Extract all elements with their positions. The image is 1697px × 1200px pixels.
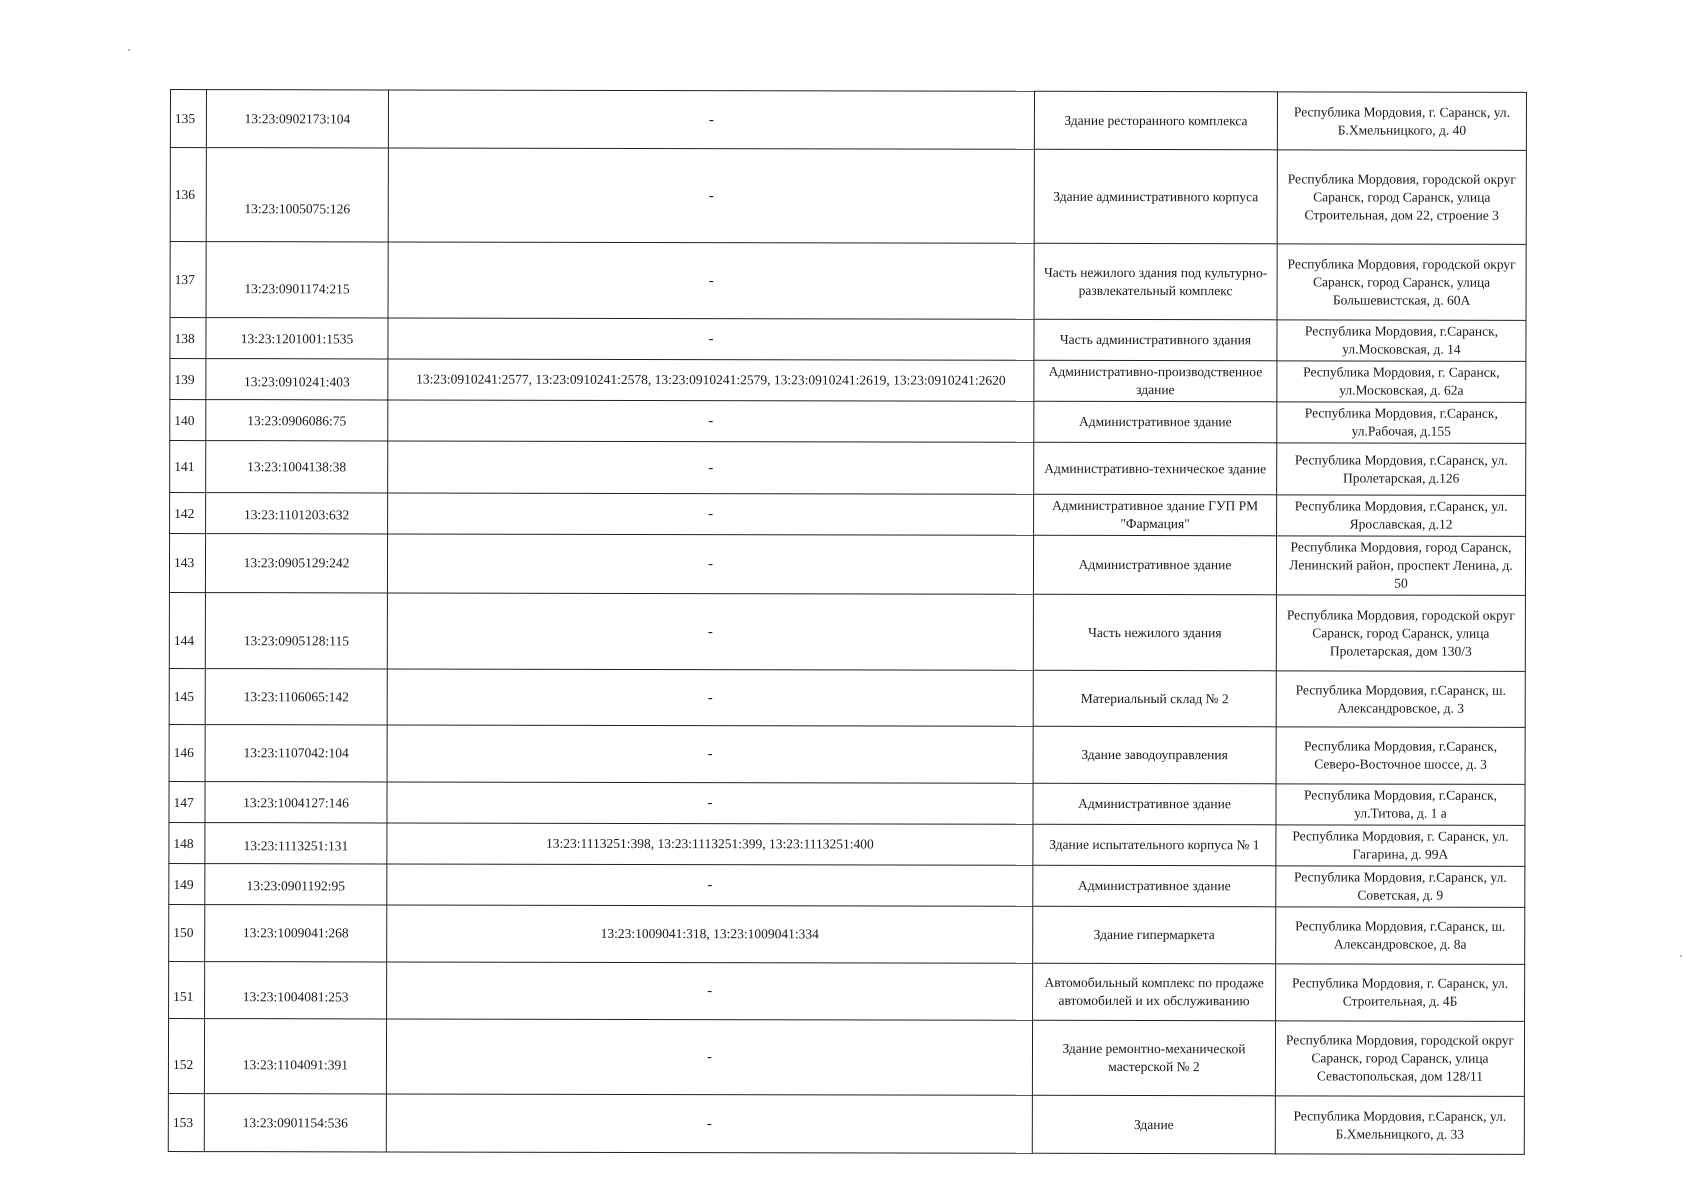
row-number: 142: [170, 493, 206, 534]
object-name: Административно-техническое здание: [1034, 442, 1277, 495]
row-number: 141: [170, 441, 206, 493]
object-address: Республика Мордовия, г.Саранск, ш. Александровское, д. 8а: [1276, 907, 1525, 965]
table-row: [169, 592, 1525, 671]
related-cadastral-numbers: -: [388, 90, 1034, 149]
object-address: Республика Мордовия, г. Саранск, ул. Б.Хмельницкого, д. 40: [1277, 92, 1526, 151]
row-number: 140: [170, 400, 206, 441]
related-cadastral-numbers: -: [388, 493, 1034, 535]
cadastral-number: 13:23:1005075:126: [206, 148, 388, 242]
object-address: Республика Мордовия, г.Саранск, ул.Титова, д. 1 а: [1276, 784, 1525, 826]
table-row: [170, 441, 1526, 496]
cadastral-number: 13:23:0910241:403: [206, 359, 388, 400]
object-name: Часть административного здания: [1034, 319, 1277, 361]
object-address: Республика Мордовия, городской округ Саранск, город Саранск, улица Большевистская, д. 60А: [1277, 244, 1526, 321]
cadastral-number: 13:23:0901192:95: [205, 864, 387, 905]
row-number: 152: [168, 1018, 204, 1093]
object-address: Республика Мордовия, г.Саранск, ул.Московская, д. 14: [1277, 320, 1526, 362]
related-cadastral-numbers: -: [388, 148, 1034, 243]
row-number: 148: [169, 822, 205, 863]
object-address: Республика Мордовия, город Саранск, Ленинский район, проспект Ленина, д. 50: [1276, 536, 1525, 596]
scan-speck: [1680, 955, 1682, 957]
cadastral-number: 13:23:0906086:75: [206, 400, 388, 441]
object-address: Республика Мордовия, г. Саранск, ул. Гагарина, д. 99А: [1276, 825, 1525, 867]
row-number: 145: [169, 668, 205, 724]
related-cadastral-numbers: -: [388, 441, 1034, 494]
scan-speck: [128, 49, 130, 51]
registry-body: [168, 90, 1526, 1155]
related-cadastral-numbers: -: [387, 864, 1033, 906]
object-name: Здание ремонтно-механической мастерской № 2: [1032, 1020, 1275, 1096]
related-cadastral-numbers: 13:23:1009041:318, 13:23:1009041:334: [387, 905, 1033, 963]
property-registry-table: [168, 89, 1527, 1155]
related-cadastral-numbers: -: [387, 782, 1033, 824]
table-row: [170, 359, 1526, 403]
object-address: Республика Мордовия, г. Саранск, ул. Строительная, д. 4Б: [1276, 964, 1525, 1022]
row-number: 136: [170, 148, 206, 242]
object-address: Республика Мордовия, г.Саранск, ул. Б.Хмельницкого, д. 33: [1275, 1096, 1524, 1155]
table-row: [168, 1093, 1524, 1154]
related-cadastral-numbers: -: [387, 534, 1033, 594]
object-name: Административное здание ГУП РМ "Фармация": [1034, 494, 1277, 536]
cadastral-number: 13:23:1113251:131: [205, 823, 387, 864]
object-address: Республика Мордовия, г. Саранск, ул.Московская, д. 62а: [1277, 361, 1526, 403]
row-number: 143: [169, 534, 205, 593]
related-cadastral-numbers: -: [388, 242, 1034, 319]
cadastral-number: 13:23:1104091:391: [204, 1019, 386, 1094]
object-name: Здание испытательного корпуса № 1: [1033, 824, 1276, 866]
table-row: [170, 148, 1526, 245]
row-number: 146: [169, 724, 205, 781]
object-name: Часть нежилого здания: [1033, 594, 1276, 671]
table-row: [169, 724, 1525, 784]
row-number: 150: [169, 904, 205, 961]
row-number: 149: [169, 863, 205, 904]
row-number: 139: [170, 359, 206, 400]
cadastral-number: 13:23:0905129:242: [205, 534, 387, 593]
object-name: Материальный склад № 2: [1033, 670, 1276, 727]
cadastral-number: 13:23:0901154:536: [204, 1094, 386, 1152]
table-row: [169, 781, 1525, 825]
object-name: Здание заводоуправления: [1033, 726, 1276, 784]
related-cadastral-numbers: -: [387, 725, 1033, 783]
object-address: Республика Мордовия, г.Саранск, ш. Александровское, д. 3: [1276, 671, 1525, 728]
row-number: 144: [169, 592, 205, 668]
table-row: [169, 534, 1525, 596]
table-row: [170, 493, 1526, 537]
cadastral-number: 13:23:1009041:268: [205, 905, 387, 962]
object-address: Республика Мордовия, г.Саранск, ул. Советская, д. 9: [1276, 866, 1525, 908]
row-number: 138: [170, 318, 206, 359]
cadastral-number: 13:23:1004127:146: [205, 782, 387, 823]
cadastral-number: 13:23:0901174:215: [206, 242, 388, 318]
cadastral-number: 13:23:1106065:142: [205, 669, 387, 725]
object-address: Республика Мордовия, городской округ Саранск, город Саранск, улица Строительная, дом 22, строение 3: [1277, 150, 1526, 245]
cadastral-number: 13:23:1004138:38: [206, 441, 388, 493]
cadastral-number: 13:23:0902173:104: [206, 90, 388, 148]
object-name: Автомобильный комплекс по продаже автомобилей и их обслуживанию: [1033, 963, 1276, 1021]
related-cadastral-numbers: -: [388, 318, 1034, 360]
related-cadastral-numbers: 13:23:1113251:398, 13:23:1113251:399, 13:23:1113251:400: [387, 823, 1033, 865]
object-name: Здание: [1032, 1095, 1275, 1154]
object-name: Административное здание: [1034, 401, 1277, 443]
cadastral-number: 13:23:1004081:253: [205, 962, 387, 1019]
cadastral-number: 13:23:0905128:115: [205, 593, 387, 669]
related-cadastral-numbers: -: [387, 962, 1033, 1020]
related-cadastral-numbers: -: [387, 593, 1033, 670]
table-row: [168, 1018, 1524, 1096]
object-name: Административное здание: [1033, 535, 1276, 595]
row-number: 137: [170, 242, 206, 318]
object-address: Республика Мордовия, г.Саранск, ул. Пролетарская, д.126: [1277, 443, 1526, 496]
object-address: Республика Мордовия, городской округ Саранск, город Саранск, улица Севастопольская, дом 128/11: [1275, 1021, 1524, 1097]
row-number: 147: [169, 781, 205, 822]
table-row: [170, 242, 1526, 321]
object-name: Административное здание: [1033, 783, 1276, 825]
object-address: Республика Мордовия, г.Саранск, Северо-Восточное шоссе, д. 3: [1276, 727, 1525, 785]
cadastral-number: 13:23:1101203:632: [206, 493, 388, 534]
object-name: Здание ресторанного комплекса: [1034, 91, 1277, 150]
object-name: Здание гипермаркета: [1033, 906, 1276, 964]
object-address: Республика Мордовия, городской округ Саранск, город Саранск, улица Пролетарская, дом 130/3: [1276, 595, 1525, 672]
object-name: Здание административного корпуса: [1034, 149, 1277, 244]
table-row: [169, 961, 1525, 1021]
table-row: [169, 668, 1525, 727]
table-row: [169, 822, 1525, 866]
related-cadastral-numbers: -: [386, 1019, 1032, 1095]
row-number: 151: [169, 961, 205, 1018]
cadastral-number: 13:23:1201001:1535: [206, 318, 388, 359]
table-row: [169, 863, 1525, 907]
table-row: [170, 90, 1526, 151]
table-row: [170, 318, 1526, 362]
related-cadastral-numbers: -: [387, 669, 1033, 726]
related-cadastral-numbers: -: [388, 400, 1034, 442]
row-number: 135: [170, 90, 206, 148]
object-name: Административно-производственное здание: [1034, 360, 1277, 402]
related-cadastral-numbers: -: [386, 1094, 1032, 1153]
cadastral-number: 13:23:1107042:104: [205, 725, 387, 782]
object-name: Часть нежилого здания под культурно-развлекательный комплекс: [1034, 243, 1277, 320]
object-address: Республика Мордовия, г.Саранск, ул. Ярославская, д.12: [1277, 495, 1526, 537]
related-cadastral-numbers: 13:23:0910241:2577, 13:23:0910241:2578, 13:23:0910241:2579, 13:23:0910241:2619, 13:23:0910241:2620: [388, 359, 1034, 401]
table-row: [170, 400, 1526, 444]
object-name: Административное здание: [1033, 865, 1276, 907]
object-address: Республика Мордовия, г.Саранск, ул.Рабочая, д.155: [1277, 402, 1526, 444]
table-row: [169, 904, 1525, 964]
row-number: 153: [168, 1093, 204, 1151]
